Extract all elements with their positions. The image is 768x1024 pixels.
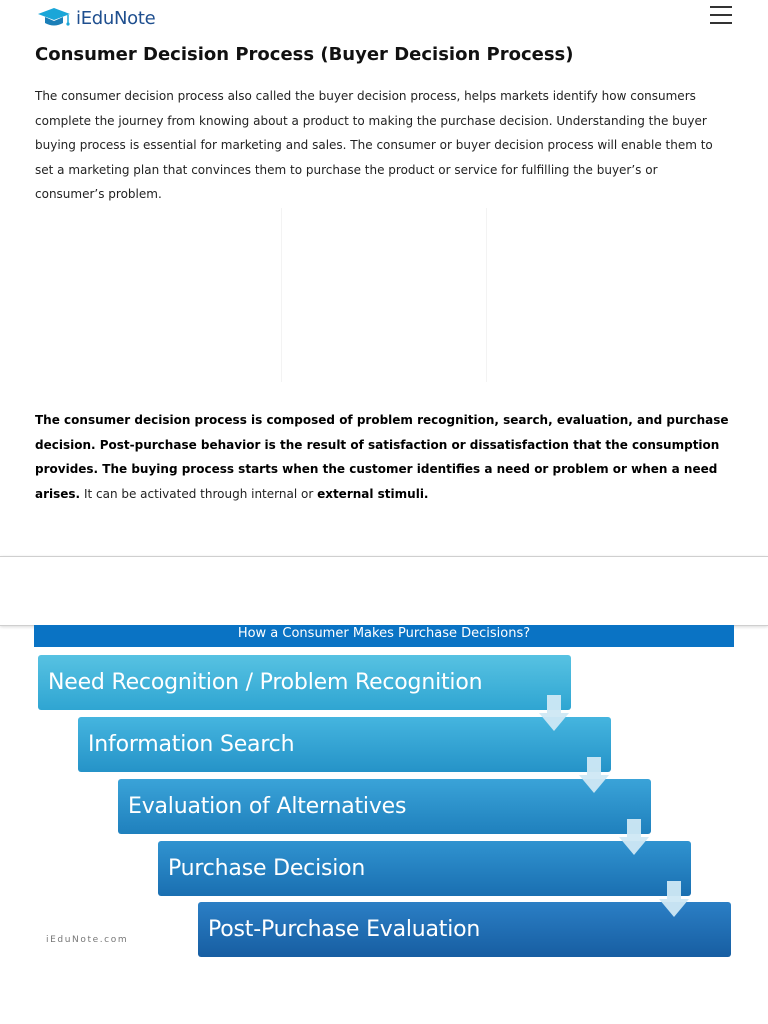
- step-post-purchase-evaluation: Post-Purchase Evaluation: [198, 902, 731, 957]
- step-information-search: Information Search: [78, 717, 611, 772]
- diagram-watermark: iEduNote.com: [46, 935, 129, 945]
- step-evaluation-of-alternatives: Evaluation of Alternatives: [118, 779, 651, 834]
- summary-plain-text: It can be activated through internal or: [80, 486, 318, 501]
- arrow-down-icon: [619, 819, 649, 855]
- summary-bold-end: external stimuli.: [317, 486, 429, 501]
- arrow-down-icon: [579, 757, 609, 793]
- page-title: Consumer Decision Process (Buyer Decision Process): [35, 44, 574, 65]
- summary-paragraph: [35, 408, 730, 506]
- site-logo[interactable]: [36, 6, 155, 30]
- graduation-cap-icon: [36, 6, 72, 30]
- hamburger-menu-icon[interactable]: [710, 6, 736, 28]
- decision-process-diagram: [34, 625, 734, 965]
- step-purchase-decision: Purchase Decision: [158, 841, 691, 896]
- intro-paragraph: The consumer decision process also called the buyer decision process, helps markets identify how consumers complete the journey from knowing about a product to making the purchase decision. Understanding the buyer buying process is essential for marketing and sales. The consumer or buyer decision process will enable them to set a marketing plan that convinces them to purchase the product or service for fulfilling the buyer’s or consumer’s problem.: [35, 89, 713, 202]
- arrow-down-icon: [539, 695, 569, 731]
- ad-banner: [0, 556, 768, 626]
- arrow-down-icon: [659, 881, 689, 917]
- diagram-header: How a Consumer Makes Purchase Decisions?: [34, 625, 734, 647]
- summary-bold-text: The consumer decision process is composed of problem recognition, search, evaluation, and purchase decision. Post-purchase behavior is the result of satisfaction or dissatisfaction that the consumption provides. The buying process starts when the customer identifies a need or problem or when a need arises.: [35, 413, 729, 501]
- step-need-recognition: Need Recognition / Problem Recognition: [38, 655, 571, 710]
- ad-placeholder: [281, 208, 487, 382]
- logo-text: iEduNote: [76, 7, 156, 29]
- site-header: [0, 0, 768, 36]
